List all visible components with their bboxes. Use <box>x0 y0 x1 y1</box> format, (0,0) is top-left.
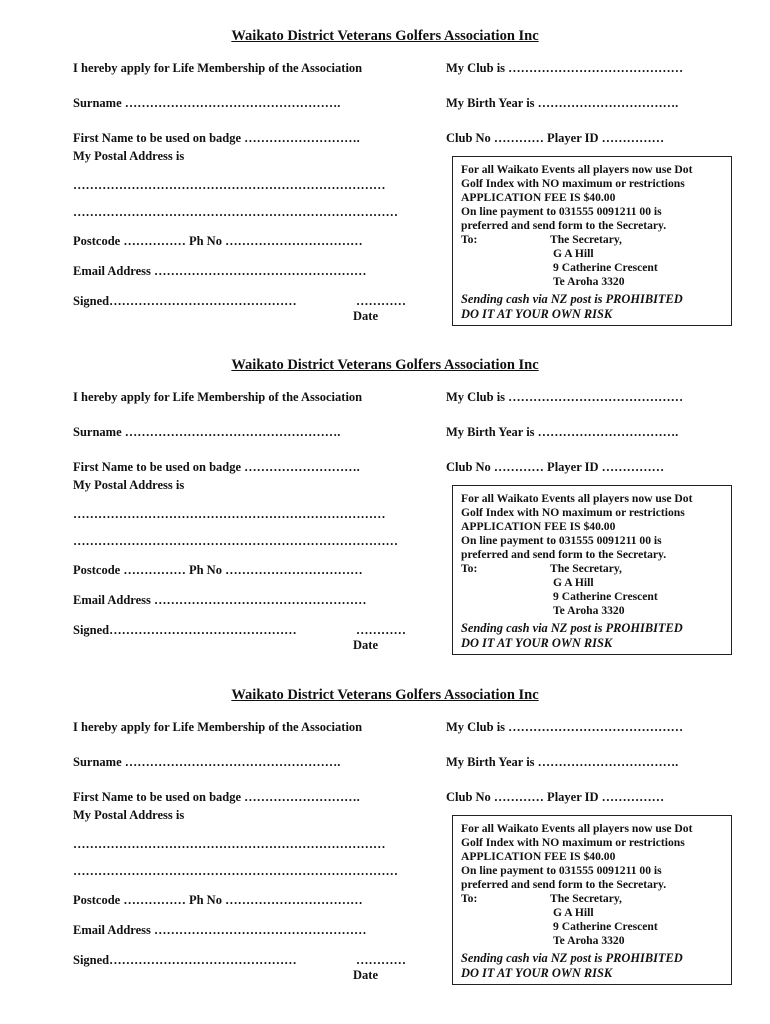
secretary-town: Te Aroha 3320 <box>553 275 625 288</box>
badge-first-name-field[interactable]: First Name to be used on badge ………………………. <box>73 131 360 145</box>
club-field[interactable]: My Club is …………………………………… <box>446 61 684 75</box>
email-field[interactable]: Email Address …………………………………………… <box>73 923 367 937</box>
signature-field[interactable]: Signed……………………………………… <box>73 623 297 637</box>
risk-warning: DO IT AT YOUR OWN RISK <box>461 966 613 980</box>
postal-address-line-2[interactable]: …………………………………………………………………… <box>73 205 398 219</box>
secretary-street: 9 Catherine Crescent <box>553 261 658 274</box>
postal-address-label: My Postal Address is <box>73 478 185 492</box>
club-no-player-id-field[interactable]: Club No ………… Player ID …………… <box>446 131 665 145</box>
secretary-name: G A Hill <box>553 906 594 919</box>
payment-line: On line payment to 031555 0091211 00 is <box>461 205 662 218</box>
postal-address-line-1[interactable]: ………………………………………………………………… <box>73 507 386 521</box>
form-title: Waikato District Veterans Golfers Association Inc <box>231 687 539 703</box>
box-line: Golf Index with NO maximum or restrictions <box>461 177 685 190</box>
secretary-title: The Secretary, <box>550 562 622 575</box>
birth-year-field[interactable]: My Birth Year is ……………………………. <box>446 755 679 769</box>
postal-address-line-1[interactable]: ………………………………………………………………… <box>73 178 386 192</box>
secretary-town: Te Aroha 3320 <box>553 934 625 947</box>
birth-year-field[interactable]: My Birth Year is ……………………………. <box>446 425 679 439</box>
club-field[interactable]: My Club is …………………………………… <box>446 390 684 404</box>
secretary-town: Te Aroha 3320 <box>553 604 625 617</box>
secretary-street: 9 Catherine Crescent <box>553 590 658 603</box>
email-field[interactable]: Email Address …………………………………………… <box>73 593 367 607</box>
date-label: Date <box>353 638 378 652</box>
fee-line: APPLICATION FEE IS $40.00 <box>461 191 616 204</box>
fee-line: APPLICATION FEE IS $40.00 <box>461 850 616 863</box>
box-line: preferred and send form to the Secretary. <box>461 219 667 232</box>
surname-field[interactable]: Surname ……………………………………………. <box>73 755 341 769</box>
signature-field[interactable]: Signed……………………………………… <box>73 294 297 308</box>
risk-warning: DO IT AT YOUR OWN RISK <box>461 307 613 321</box>
application-form-2 <box>0 329 770 659</box>
birth-year-field[interactable]: My Birth Year is ……………………………. <box>446 96 679 110</box>
postal-address-line-2[interactable]: …………………………………………………………………… <box>73 864 398 878</box>
badge-first-name-field[interactable]: First Name to be used on badge ………………………. <box>73 790 360 804</box>
secretary-title: The Secretary, <box>550 233 622 246</box>
badge-first-name-field[interactable]: First Name to be used on badge ………………………. <box>73 460 360 474</box>
payment-info-box <box>452 156 732 326</box>
box-line: preferred and send form to the Secretary. <box>461 548 667 561</box>
date-field[interactable]: ………… <box>356 623 406 637</box>
cash-warning: Sending cash via NZ post is PROHIBITED <box>461 292 683 306</box>
email-field[interactable]: Email Address …………………………………………… <box>73 264 367 278</box>
secretary-name: G A Hill <box>553 576 594 589</box>
risk-warning: DO IT AT YOUR OWN RISK <box>461 636 613 650</box>
club-no-player-id-field[interactable]: Club No ………… Player ID …………… <box>446 460 665 474</box>
application-form-3 <box>0 659 770 989</box>
surname-field[interactable]: Surname ……………………………………………. <box>73 425 341 439</box>
postal-address-line-2[interactable]: …………………………………………………………………… <box>73 534 398 548</box>
box-line: preferred and send form to the Secretary. <box>461 878 667 891</box>
date-field[interactable]: ………… <box>356 953 406 967</box>
postal-address-label: My Postal Address is <box>73 149 185 163</box>
secretary-address-line <box>461 562 723 576</box>
secretary-street: 9 Catherine Crescent <box>553 920 658 933</box>
secretary-address-line <box>461 892 723 906</box>
form-title: Waikato District Veterans Golfers Association Inc <box>231 357 539 373</box>
box-line: For all Waikato Events all players now use Dot <box>461 492 693 505</box>
fee-line: APPLICATION FEE IS $40.00 <box>461 520 616 533</box>
payment-line: On line payment to 031555 0091211 00 is <box>461 534 662 547</box>
secretary-address-line <box>461 233 723 247</box>
postal-address-line-1[interactable]: ………………………………………………………………… <box>73 837 386 851</box>
date-label: Date <box>353 968 378 982</box>
postal-address-label: My Postal Address is <box>73 808 185 822</box>
surname-field[interactable]: Surname ……………………………………………. <box>73 96 341 110</box>
secretary-title: The Secretary, <box>550 892 622 905</box>
application-form-1 <box>0 0 770 330</box>
apply-statement: I hereby apply for Life Membership of the Association <box>73 61 363 75</box>
to-label: To: <box>461 233 478 246</box>
signature-field[interactable]: Signed……………………………………… <box>73 953 297 967</box>
postcode-phone-field[interactable]: Postcode …………… Ph No …………………………… <box>73 563 363 577</box>
secretary-name: G A Hill <box>553 247 594 260</box>
date-label: Date <box>353 309 378 323</box>
payment-info-box <box>452 485 732 655</box>
cash-warning: Sending cash via NZ post is PROHIBITED <box>461 951 683 965</box>
apply-statement: I hereby apply for Life Membership of the Association <box>73 720 363 734</box>
payment-info-box <box>452 815 732 985</box>
date-field[interactable]: ………… <box>356 294 406 308</box>
postcode-phone-field[interactable]: Postcode …………… Ph No …………………………… <box>73 234 363 248</box>
to-label: To: <box>461 892 478 905</box>
payment-line: On line payment to 031555 0091211 00 is <box>461 864 662 877</box>
postcode-phone-field[interactable]: Postcode …………… Ph No …………………………… <box>73 893 363 907</box>
cash-warning: Sending cash via NZ post is PROHIBITED <box>461 621 683 635</box>
box-line: For all Waikato Events all players now use Dot <box>461 163 693 176</box>
club-no-player-id-field[interactable]: Club No ………… Player ID …………… <box>446 790 665 804</box>
club-field[interactable]: My Club is …………………………………… <box>446 720 684 734</box>
box-line: Golf Index with NO maximum or restrictions <box>461 506 685 519</box>
box-line: Golf Index with NO maximum or restrictions <box>461 836 685 849</box>
form-title: Waikato District Veterans Golfers Association Inc <box>231 28 539 44</box>
apply-statement: I hereby apply for Life Membership of the Association <box>73 390 363 404</box>
box-line: For all Waikato Events all players now use Dot <box>461 822 693 835</box>
to-label: To: <box>461 562 478 575</box>
